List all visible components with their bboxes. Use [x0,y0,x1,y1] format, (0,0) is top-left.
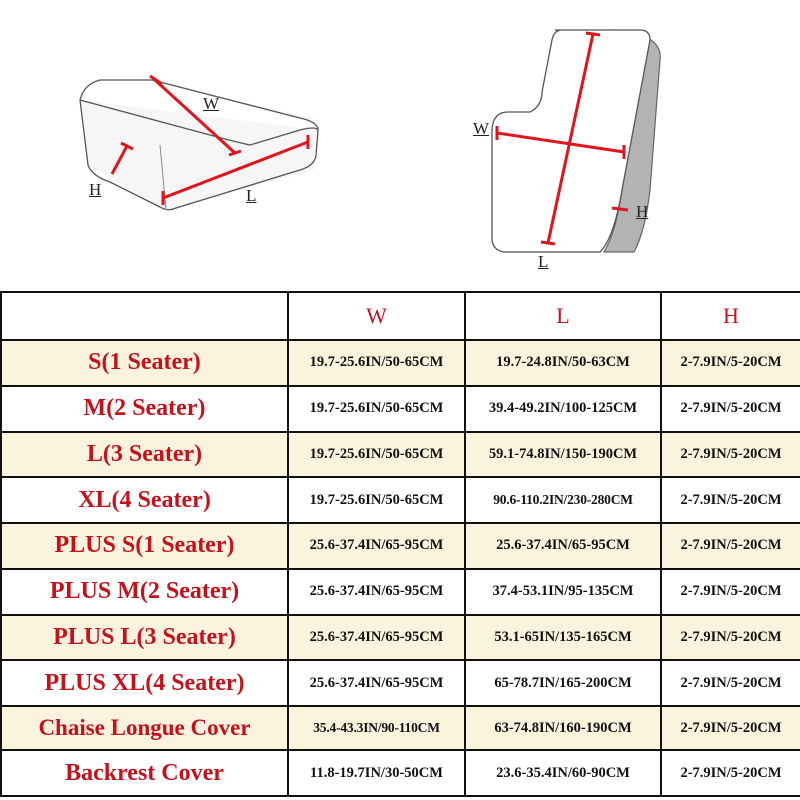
row-width-value: 19.7-25.6IN/50-65CM [288,386,465,432]
seat-height-label: H [89,180,102,199]
diagram-drawings [0,0,800,290]
row-size-name: Chaise Longue Cover [1,706,288,750]
row-length-value: 90.6-110.2IN/230-280CM [465,477,661,523]
backrest-diagram [492,30,660,252]
table-row [1,523,800,569]
header-blank-cell [1,292,288,340]
row-height-value: 2-7.9IN/5-20CM [661,569,800,615]
row-length-value: 63-74.8IN/160-190CM [465,706,661,750]
header-width: W [288,292,465,340]
row-length-value: 25.6-37.4IN/65-95CM [465,523,661,569]
row-width-value: 25.6-37.4IN/65-95CM [288,523,465,569]
seat-length-label: L [246,186,257,205]
header-height: H [661,292,800,340]
table-row [1,340,800,386]
row-size-name: S(1 Seater) [1,340,288,386]
row-height-value: 2-7.9IN/5-20CM [661,386,800,432]
row-size-name: PLUS XL(4 Seater) [1,660,288,706]
row-width-value: 25.6-37.4IN/65-95CM [288,660,465,706]
row-width-value: 25.6-37.4IN/65-95CM [288,569,465,615]
row-size-name: M(2 Seater) [1,386,288,432]
row-length-value: 59.1-74.8IN/150-190CM [465,432,661,478]
row-size-name: L(3 Seater) [1,432,288,478]
seat-width-label: W [203,94,220,113]
row-length-value: 37.4-53.1IN/95-135CM [465,569,661,615]
row-size-name: XL(4 Seater) [1,477,288,523]
table-row [1,569,800,615]
table-row [1,432,800,478]
row-length-value: 23.6-35.4IN/60-90CM [465,750,661,796]
row-width-value: 11.8-19.7IN/30-50CM [288,750,465,796]
row-width-value: 35.4-43.3IN/90-110CM [288,706,465,750]
row-length-value: 19.7-24.8IN/50-63CM [465,340,661,386]
row-width-value: 19.7-25.6IN/50-65CM [288,340,465,386]
row-length-value: 39.4-49.2IN/100-125CM [465,386,661,432]
seat-cushion-diagram [80,76,318,210]
row-height-value: 2-7.9IN/5-20CM [661,750,800,796]
row-width-value: 25.6-37.4IN/65-95CM [288,615,465,661]
row-height-value: 2-7.9IN/5-20CM [661,477,800,523]
row-size-name: PLUS M(2 Seater) [1,569,288,615]
table-row [1,386,800,432]
row-height-value: 2-7.9IN/5-20CM [661,660,800,706]
row-length-value: 53.1-65IN/135-165CM [465,615,661,661]
table-header-row [1,292,800,340]
row-height-value: 2-7.9IN/5-20CM [661,340,800,386]
row-height-value: 2-7.9IN/5-20CM [661,432,800,478]
row-height-value: 2-7.9IN/5-20CM [661,706,800,750]
row-size-name: PLUS L(3 Seater) [1,615,288,661]
table-row [1,706,800,750]
row-width-value: 19.7-25.6IN/50-65CM [288,477,465,523]
header-length: L [465,292,661,340]
measurement-diagrams [0,0,800,290]
backrest-length-label: L [538,252,549,271]
table-row [1,477,800,523]
table-row [1,750,800,796]
size-chart-table [0,291,800,797]
row-size-name: PLUS S(1 Seater) [1,523,288,569]
row-length-value: 65-78.7IN/165-200CM [465,660,661,706]
backrest-width-label: W [473,119,490,138]
table-row [1,615,800,661]
table-row [1,660,800,706]
row-height-value: 2-7.9IN/5-20CM [661,615,800,661]
row-size-name: Backrest Cover [1,750,288,796]
row-height-value: 2-7.9IN/5-20CM [661,523,800,569]
row-width-value: 19.7-25.6IN/50-65CM [288,432,465,478]
backrest-height-label: H [636,202,649,221]
